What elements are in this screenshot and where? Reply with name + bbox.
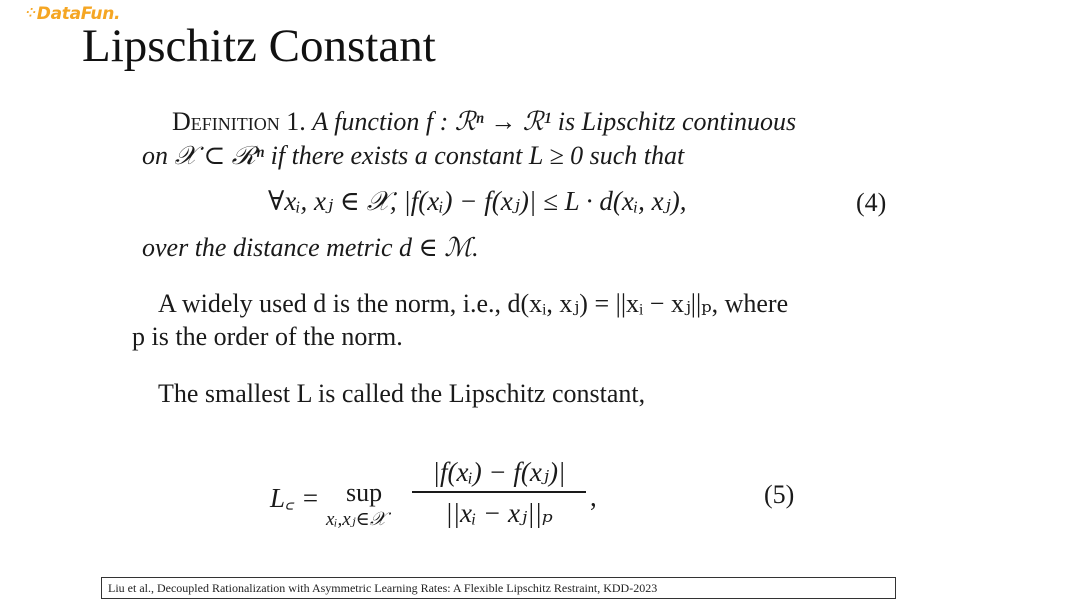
definition-line-3: over the distance metric d ∈ ℳ.: [142, 233, 479, 262]
norm-paragraph-line-2: p is the order of the norm.: [132, 322, 403, 351]
definition-line-2: on 𝒳 ⊂ ℛⁿ if there exists a constant L ≥ 0 such that: [142, 141, 685, 170]
equation-5-numerator: |f(xᵢ) − f(xⱼ)|: [432, 457, 566, 487]
slide-title: Lipschitz Constant: [82, 20, 436, 72]
definition-line-1: [172, 107, 796, 137]
lipschitz-constant-sentence: The smallest L is called the Lipschitz constant,: [158, 379, 646, 408]
norm-paragraph-line-1: A widely used d is the norm, i.e., d(xᵢ, xⱼ) = ||xᵢ − xⱼ||ₚ, where: [158, 289, 789, 318]
logo-text: DataFun.: [36, 4, 121, 24]
equation-5-sup: sup: [346, 478, 383, 507]
definition-label: Definition 1.: [172, 107, 306, 136]
equation-5-fraction: [412, 455, 586, 530]
logo-dots-icon: ⁘: [26, 6, 36, 20]
equation-5-sup-subscript: xᵢ,xⱼ∈𝒳: [326, 509, 387, 530]
equation-5-number: (5): [764, 480, 795, 509]
citation-box: Liu et al., Decoupled Rationalization with Asymmetric Learning Rates: A Flexible Lipschitz Restraint, KDD-2023: [101, 577, 896, 599]
fraction-bar: [412, 491, 586, 493]
equation-5-lhs: L꜀ =: [270, 483, 320, 513]
definition-text-1: A function f : ℛⁿ → ℛ¹ is Lipschitz continuous: [312, 107, 797, 136]
equation-4: ∀xᵢ, xⱼ ∈ 𝒳, |f(xᵢ) − f(xⱼ)| ≤ L · d(xᵢ, xⱼ),: [268, 186, 687, 216]
equation-4-number: (4): [856, 188, 887, 217]
equation-5-trailing: ,: [590, 482, 597, 512]
equation-5-denominator: ||xᵢ − xⱼ||ₚ: [445, 498, 553, 528]
